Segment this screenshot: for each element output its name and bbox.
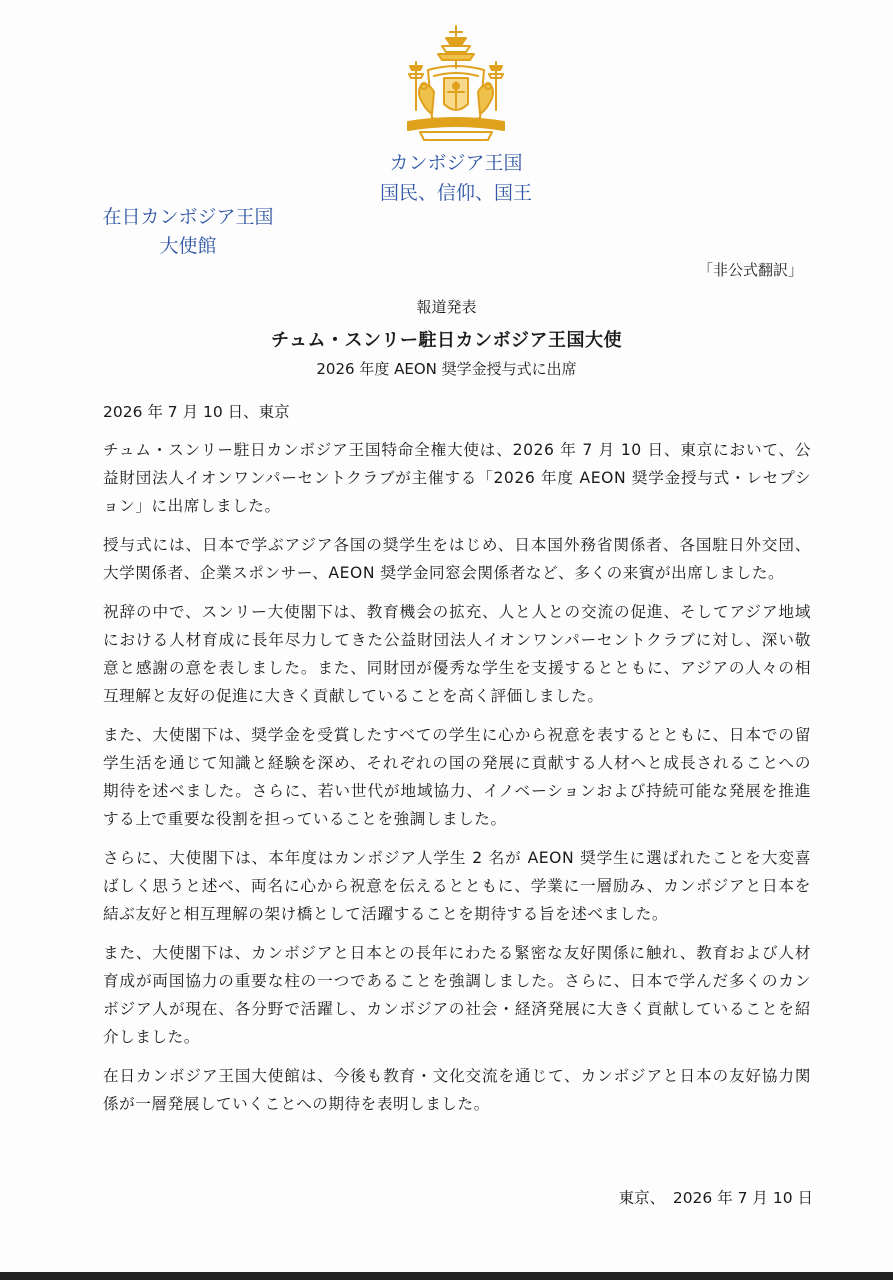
embassy-heading — [78, 203, 298, 261]
unofficial-translation-label: 「非公式翻訳」 — [697, 261, 803, 279]
paragraph-6: また、大使閣下は、カンボジアと日本との長年にわたる緊密な友好関係に触れ、教育および人材育成が両国協力の重要な柱の一つであることを強調しました。さらに、日本で学んだ多くのカンボジア人が現在、各分野で活躍し、カンボジアの社会・経済発展に大きく貢献していることを紹介しました。 — [103, 944, 811, 1046]
paragraph-3: 祝辞の中で、スンリー大使閣下は、教育機会の拡充、人と人との交流の促進、そしてアジア地域における人材育成に長年尽力してきた公益財団法人イオンワンパーセントクラブに対し、深い敬意と感謝の意を表しました。また、同財団が優秀な学生を支援するとともに、アジアの人々の相互理解と友好の促進に大きく貢献していることを高く評価しました。 — [103, 603, 811, 705]
paragraph-7: 在日カンボジア王国大使館は、今後も教育・文化交流を通じて、カンボジアと日本の友好協力関係が一層発展していくことへの期待を表明しました。 — [103, 1067, 811, 1113]
press-release-label: 報道発表 — [416, 298, 477, 316]
body-text — [103, 436, 811, 1129]
royal-arms-crest-icon — [400, 22, 512, 144]
paragraph-1: チュム・スンリー駐日カンボジア王国特命全権大使は、2026 年 7 月 10 日、東京において、公益財団法人イオンワンパーセントクラブが主催する「2026 年度 AEON 奨学金授与式・レセプション」に出席しました。 — [103, 441, 811, 515]
kingdom-heading — [356, 148, 556, 208]
embassy-name-line2: 大使館 — [159, 235, 217, 257]
kingdom-motto: 国民、信仰、国王 — [379, 182, 532, 204]
paragraph-4: また、大使閣下は、奨学金を受賞したすべての学生に心から祝意を表するとともに、日本での留学生活を通じて知識と経験を深め、それぞれの国の発展に貢献する人材へと成長されることへの期待を述べました。さらに、若い世代が地域協力、イノベーションおよび持続可能な発展を推進する上で重要な役割を担っていることを強調しました。 — [103, 726, 811, 828]
paragraph-5: さらに、大使閣下は、本年度はカンボジア人学生 2 名が AEON 奨学生に選ばれたことを大変喜ばしく思うと述べ、両名に心から祝意を伝えるとともに、学業に一層励み、カンボジアと日本を結ぶ友好と相互理解の架け橋として活躍することを期待する旨を述べました。 — [103, 849, 811, 923]
bottom-edge-divider — [0, 1272, 893, 1280]
embassy-name-line1: 在日カンボジア王国 — [102, 206, 274, 228]
paragraph-2: 授与式には、日本で学ぶアジア各国の奨学生をはじめ、日本国外務省関係者、各国駐日外交団、大学関係者、企業スポンサー、AEON 奨学金同窓会関係者など、多くの来賓が出席しました。 — [103, 536, 811, 582]
footer-place-date: 東京、 2026 年 7 月 10 日 — [618, 1189, 813, 1207]
dateline: 2026 年 7 月 10 日、東京 — [103, 403, 290, 421]
headline: チュム・スンリー駐日カンボジア王国大使 — [271, 330, 622, 351]
subheadline: 2026 年度 AEON 奨学金授与式に出席 — [316, 360, 577, 378]
kingdom-name: カンボジア王国 — [389, 152, 523, 174]
